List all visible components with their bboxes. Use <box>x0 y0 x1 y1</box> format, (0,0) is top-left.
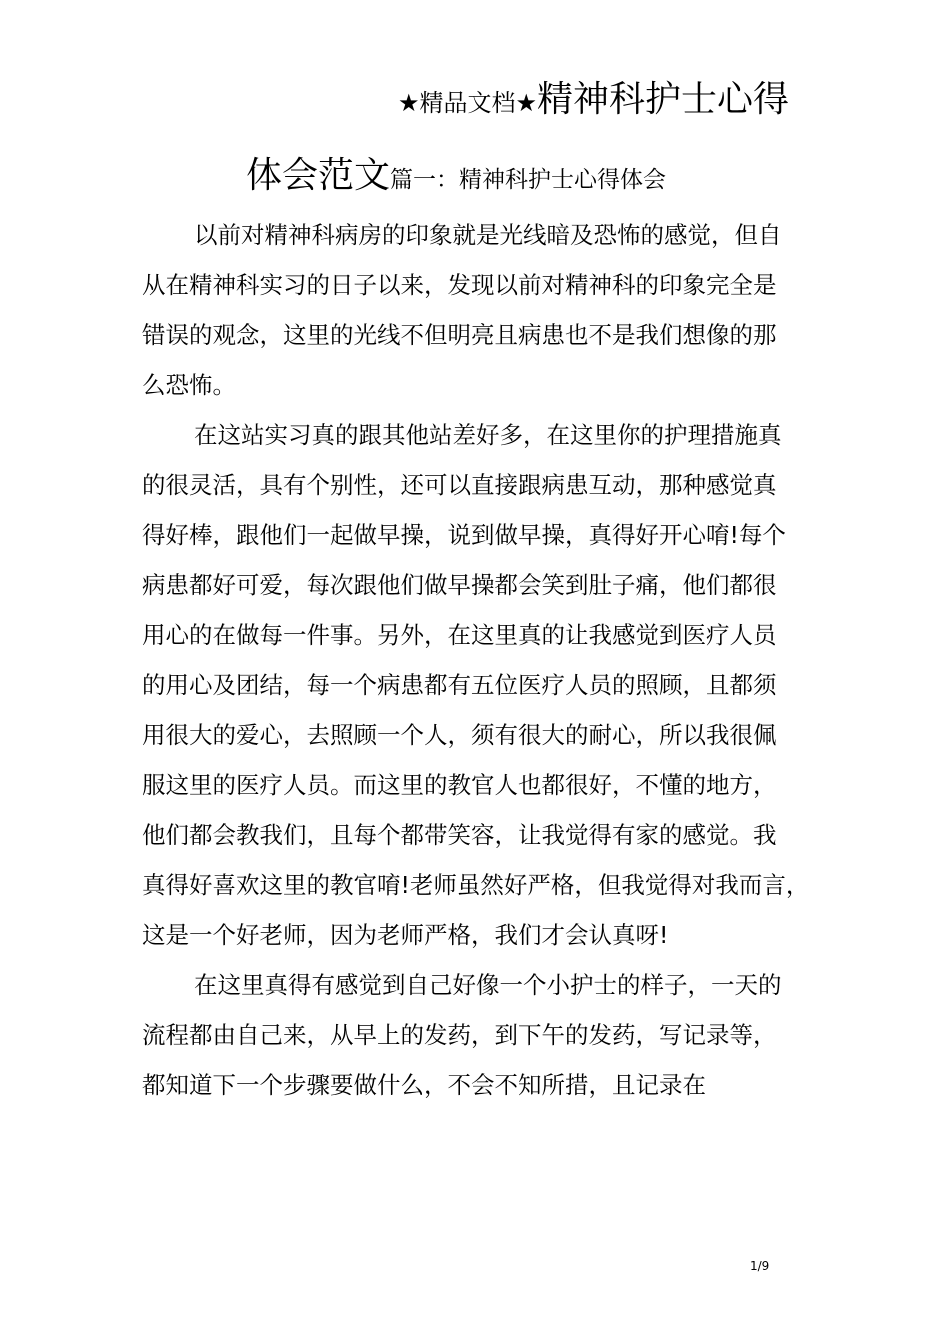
paragraph-2-line: 这是一个好老师，因为老师严格，我们才会认真呀! <box>142 921 669 949</box>
paragraph-2-line: 用心的在做每一件事。另外，在这里真的让我感觉到医疗人员 <box>142 621 777 649</box>
paragraph-2-line: 他们都会教我们，且每个都带笑容，让我觉得有家的感觉。我 <box>142 821 777 849</box>
paragraph-2-line: 的很灵活，具有个别性，还可以直接跟病患互动，那种感觉真 <box>142 471 777 499</box>
quality-badge: ★精品文档★ <box>398 89 538 117</box>
paragraph-1-line: 以前对精神科病房的印象就是光线暗及恐怖的感觉，但自 <box>194 221 782 249</box>
paragraph-1-line: 从在精神科实习的日子以来，发现以前对精神科的印象完全是 <box>142 271 777 299</box>
paragraph-2-line: 在这站实习真的跟其他站差好多，在这里你的护理措施真 <box>194 421 782 449</box>
paragraph-2-line: 得好棒，跟他们一起做早操，说到做早操，真得好开心唷!每个 <box>142 521 786 549</box>
paragraph-2-line: 真得好喜欢这里的教官唷!老师虽然好严格，但我觉得对我而言， <box>142 871 810 899</box>
paragraph-3-line: 在这里真得有感觉到自己好像一个小护士的样子，一天的 <box>194 971 782 999</box>
paragraph-1-line: 错误的观念，这里的光线不但明亮且病患也不是我们想像的那 <box>142 321 777 349</box>
paragraph-2-line: 病患都好可爱，每次跟他们做早操都会笑到肚子痛，他们都很 <box>142 571 777 599</box>
document-title-line-2 <box>246 152 666 206</box>
paragraph-2-line: 服这里的医疗人员。而这里的教官人也都很好，不懂的地方， <box>142 771 777 799</box>
document-title-line-1 <box>398 76 789 130</box>
page-number: 1/9 <box>750 1259 770 1273</box>
paragraph-2-line: 的用心及团结，每一个病患都有五位医疗人员的照顾，且都须 <box>142 671 777 699</box>
body-text <box>142 210 832 1110</box>
section-subtitle: 篇一：精神科护士心得体会 <box>390 167 667 193</box>
paragraph-1-line: 么恐怖。 <box>142 371 236 399</box>
paragraph-2-line: 用很大的爱心，去照顾一个人，须有很大的耐心，所以我很佩 <box>142 721 777 749</box>
paragraph-3-line: 都知道下一个步骤要做什么，不会不知所措，且记录在 <box>142 1071 706 1099</box>
paragraph-3-line: 流程都由自己来，从早上的发药，到下午的发药，写记录等， <box>142 1021 777 1049</box>
title-main-part-1: 精神科护士心得 <box>537 79 790 120</box>
title-main-part-2: 体会范文 <box>246 155 391 196</box>
